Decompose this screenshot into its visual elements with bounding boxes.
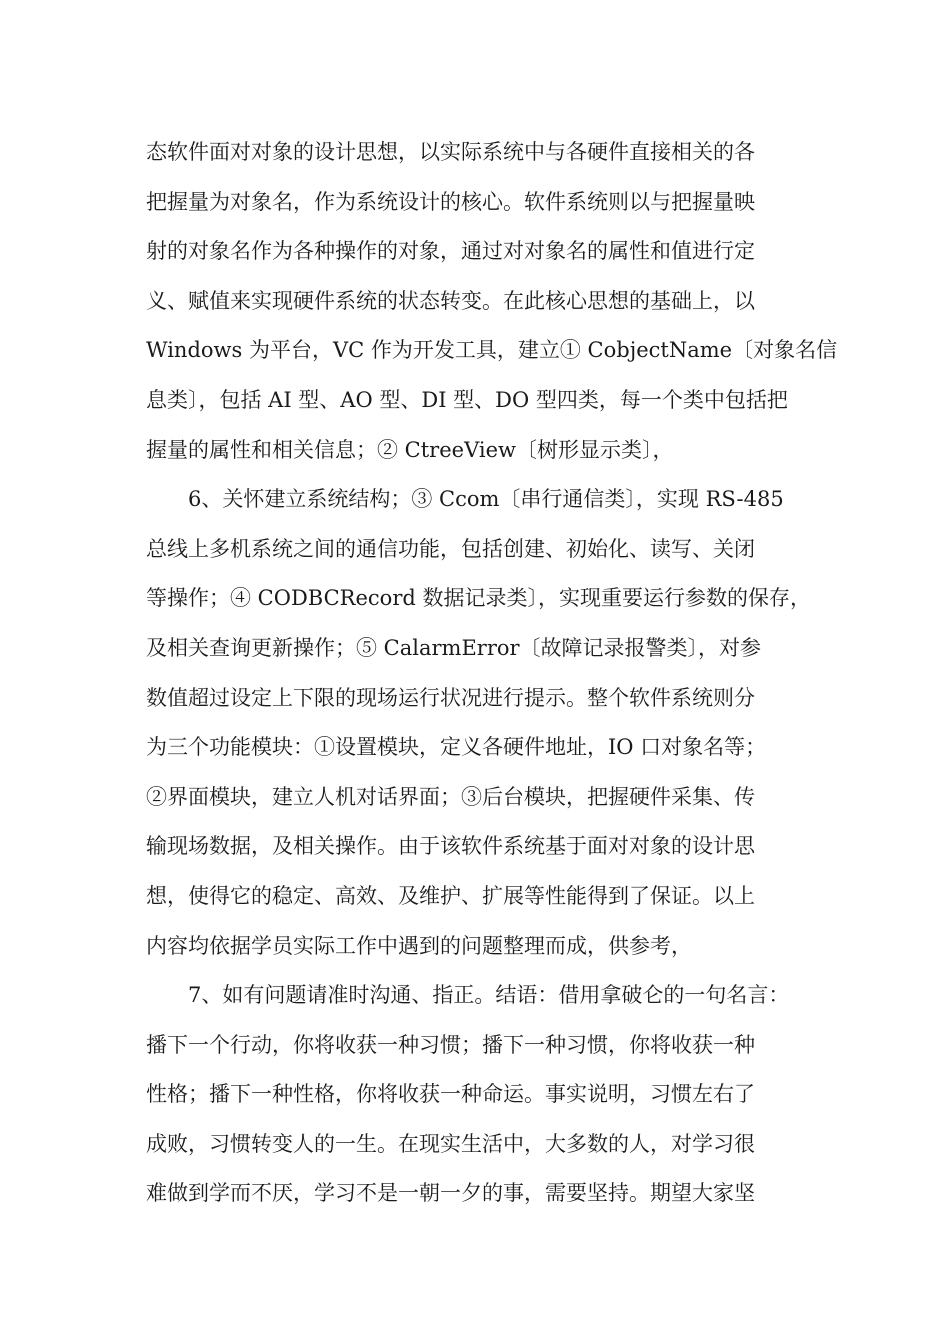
text-line: 成败，习惯转变人的一生。在现实生活中，大多数的人，对学习很: [146, 1131, 755, 1156]
text-line: 想，使得它的稳定、高效、及维护、扩展等性能得到了保证。以上: [146, 883, 755, 908]
text-line: 义、赋值来实现硬件系统的状态转变。在此核心思想的基础上，以: [146, 288, 755, 313]
paragraph-start-line: 6、关怀建立系统结构；③ Ccom〔串行通信类〕，实现 RS-485: [188, 487, 784, 512]
text-line: Windows 为平台，VC 作为开发工具，建立① CobjectName〔对象名信: [146, 338, 838, 363]
text-line: 态软件面对对象的设计思想，以实际系统中与各硬件直接相关的各: [146, 140, 755, 164]
text-line: 把握量为对象名，作为系统设计的核心。软件系统则以与把握量映: [146, 189, 755, 214]
text-line: ②界面模块，建立人机对话界面；③后台模块，把握硬件采集、传: [146, 784, 755, 809]
paragraph-start-line: 7、如有问题请准时沟通、指正。结语：借用拿破仑的一句名言：: [188, 983, 790, 1008]
text-line: 握量的属性和相关信息；② CtreeView〔树形显示类〕，: [146, 437, 674, 462]
text-line: 射的对象名作为各种操作的对象，通过对对象名的属性和值进行定: [146, 239, 755, 264]
text-line: 息类〕，包括 AI 型、AO 型、DI 型、DO 型四类，每一个类中包括把: [146, 387, 788, 412]
body-text: [146, 128, 846, 1219]
text-line: 为三个功能模块：①设置模块，定义各硬件地址，IO 口对象名等；: [146, 735, 767, 760]
text-line: 总线上多机系统之间的通信功能，包括创建、初始化、读写、关闭: [146, 536, 755, 561]
text-line: 数值超过设定上下限的现场运行状况进行提示。整个软件系统则分: [146, 685, 755, 710]
text-line: 等操作；④ CODBCRecord 数据记录类〕，实现重要运行参数的保存，: [146, 586, 811, 611]
text-line: 内容均依据学员实际工作中遇到的问题整理而成，供参考，: [146, 933, 692, 958]
text-line: 输现场数据，及相关操作。由于该软件系统基于面对对象的设计思: [146, 834, 755, 859]
text-line: 播下一个行动，你将收获一种习惯；播下一种习惯，你将收获一种: [146, 1032, 755, 1057]
text-line: 难做到学而不厌，学习不是一朝一夕的事，需要坚持。期望大家坚: [146, 1181, 755, 1206]
text-line: 及相关查询更新操作；⑤ CalarmError〔故障记录报警类〕，对参: [146, 635, 762, 660]
text-line: 性格；播下一种性格，你将收获一种命运。事实说明，习惯左右了: [146, 1082, 755, 1107]
